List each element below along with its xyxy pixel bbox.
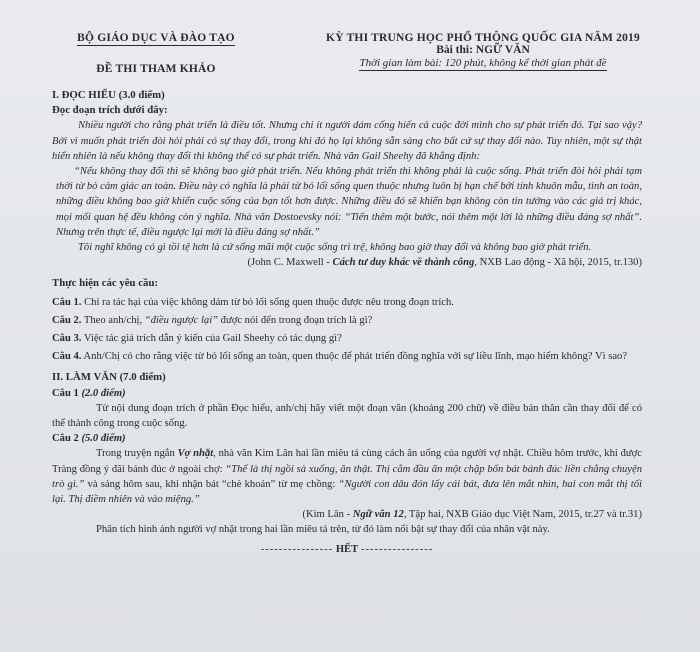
passage-source: (John C. Maxwell - Cách tư duy khác về thành công, NXB Lao động - Xã hội, 2015, tr.130) xyxy=(247,257,642,269)
task-2: Câu 2. Theo anh/chị, “điều ngược lại” được nói đến trong đoạn trích là gì? xyxy=(52,314,373,326)
essay-q1-heading: Câu 1 (2.0 điểm) xyxy=(52,387,126,399)
essay-q2-heading: Câu 2 (5.0 điểm) xyxy=(52,433,126,445)
passage-quote: “Nếu không thay đổi thì sẽ không bao giờ phát triển. Nếu không phát triển thì không phải là cuộc sống. Phát triển đòi hỏi phải tạm thời từ bỏ cảm giác an toàn. Điều này có nghĩa là phải từ bỏ lối sống quen thuộc nhưng luôn bị hạn chế bởi tính khuôn mẫu, tình an toàn, những điều không bao giờ khiến cuộc sống của bạn tốt hơn được. Những điều đó sẽ khiến bạn không còn tin tưởng vào các giá trị khác, mọi mối quan hệ đều không còn ý nghĩa. Nhà văn Dostoevsky nói: “Tiến thêm một bước, nói thêm một lời là những điều đáng sợ nhất”. Nhưng trên thực tế, điều ngược lại mới là điều đáng sợ nhất.” xyxy=(56,166,642,238)
end-marker: ---------------- HẾT ---------------- xyxy=(260,543,434,555)
header-left xyxy=(56,32,256,75)
essay-q2-task: Phân tích hình ảnh người vợ nhặt trong hai lần miêu tả trên, từ đó làm nổi bật sự thay đổi của nhân vật này. xyxy=(96,524,550,536)
subject: Bài thi: NGỮ VĂN xyxy=(436,44,530,56)
task-1: Câu 1. Chỉ ra tác hại của việc không dám từ bỏ lối sống quen thuộc được nêu trong đoạn trích. xyxy=(52,296,454,308)
exam-name: KỲ THI TRUNG HỌC PHỔ THÔNG QUỐC GIA NĂM 2019 xyxy=(326,32,640,44)
part1-instruction: Đọc đoạn trích dưới đây: xyxy=(52,104,168,117)
passage-paragraph-2: Tôi nghĩ không có gì tồi tệ hơn là cứ sống mãi một cuộc sống trì trệ, không bao giờ thay đổi và không bao giờ phát triển. xyxy=(78,242,592,254)
exam-kind: ĐỀ THI THAM KHẢO xyxy=(96,63,216,75)
essay-q1-text: Từ nội dung đoạn trích ở phần Đọc hiểu, anh/chị hãy viết một đoạn văn (khoảng 200 chữ) về điều bản thân cần thay đổi để có thể thành công trong cuộc sống. xyxy=(52,402,642,430)
header-right xyxy=(298,32,668,69)
task-4: Câu 4. Anh/Chị có cho rằng việc từ bỏ lối sống an toàn, quen thuộc để phát triển đồng nghĩa với sự liều lĩnh, mạo hiểm không? Vì sao? xyxy=(52,351,628,363)
tasks-title: Thực hiện các yêu cầu: xyxy=(52,277,159,290)
essay-q2-text: Trong truyện ngắn Vợ nhặt, nhà văn Kim Lân hai lần miêu tả cùng cách ăn uống của người vợ nhặt. Chiều hôm trước, khi được Tràng đồng ý đãi bánh đúc ở ngoài chợ: “Thế là thị ngồi sà xuống, ăn thật. Thị cắm đầu ăn một chặp bốn bát bánh đúc liền chẳng chuyện trò gì.” và sáng hôm sau, khi nhận bát “chè khoán” từ mẹ chồng: “Người con dâu đón lấy cái bát, đưa lên mắt nhìn, hai con mắt thị tối lại. Thị điềm nhiên và vào miệng.” xyxy=(52,448,642,506)
passage-paragraph-1: Nhiều người cho rằng phát triển là điều tốt. Nhưng chỉ ít người dám cống hiến cả cuộc đời mình cho sự phát triển đó. Tại sao vậy? Bởi vì muốn phát triển đòi hỏi phải có sự thay đổi, trong khi đó họ lại không sẵn sàng cho bất cứ sự thay đổi nào. Tuy nhiên, một sự thật hiển nhiên là nếu không thay đổi thì không thể có sự phát triển. Nhà văn Gail Sheehy đã khẳng định: xyxy=(52,120,642,162)
ministry-name: BỘ GIÁO DỤC VÀ ĐÀO TẠO xyxy=(77,32,235,44)
part2-title: II. LÀM VĂN (7.0 điểm) xyxy=(52,371,166,384)
essay-q2-source: (Kim Lân - Ngữ văn 12, Tập hai, NXB Giáo dục Việt Nam, 2015, tr.27 và tr.31) xyxy=(302,509,642,521)
exam-body xyxy=(52,88,642,557)
part1-title: I. ĐỌC HIỂU (3.0 điểm) xyxy=(52,89,165,101)
task-3: Câu 3. Việc tác giả trích dẫn ý kiến của Gail Sheehy có tác dụng gì? xyxy=(52,333,342,345)
time-limit: Thời gian làm bài: 120 phút, không kể thời gian phát đề xyxy=(359,57,607,69)
